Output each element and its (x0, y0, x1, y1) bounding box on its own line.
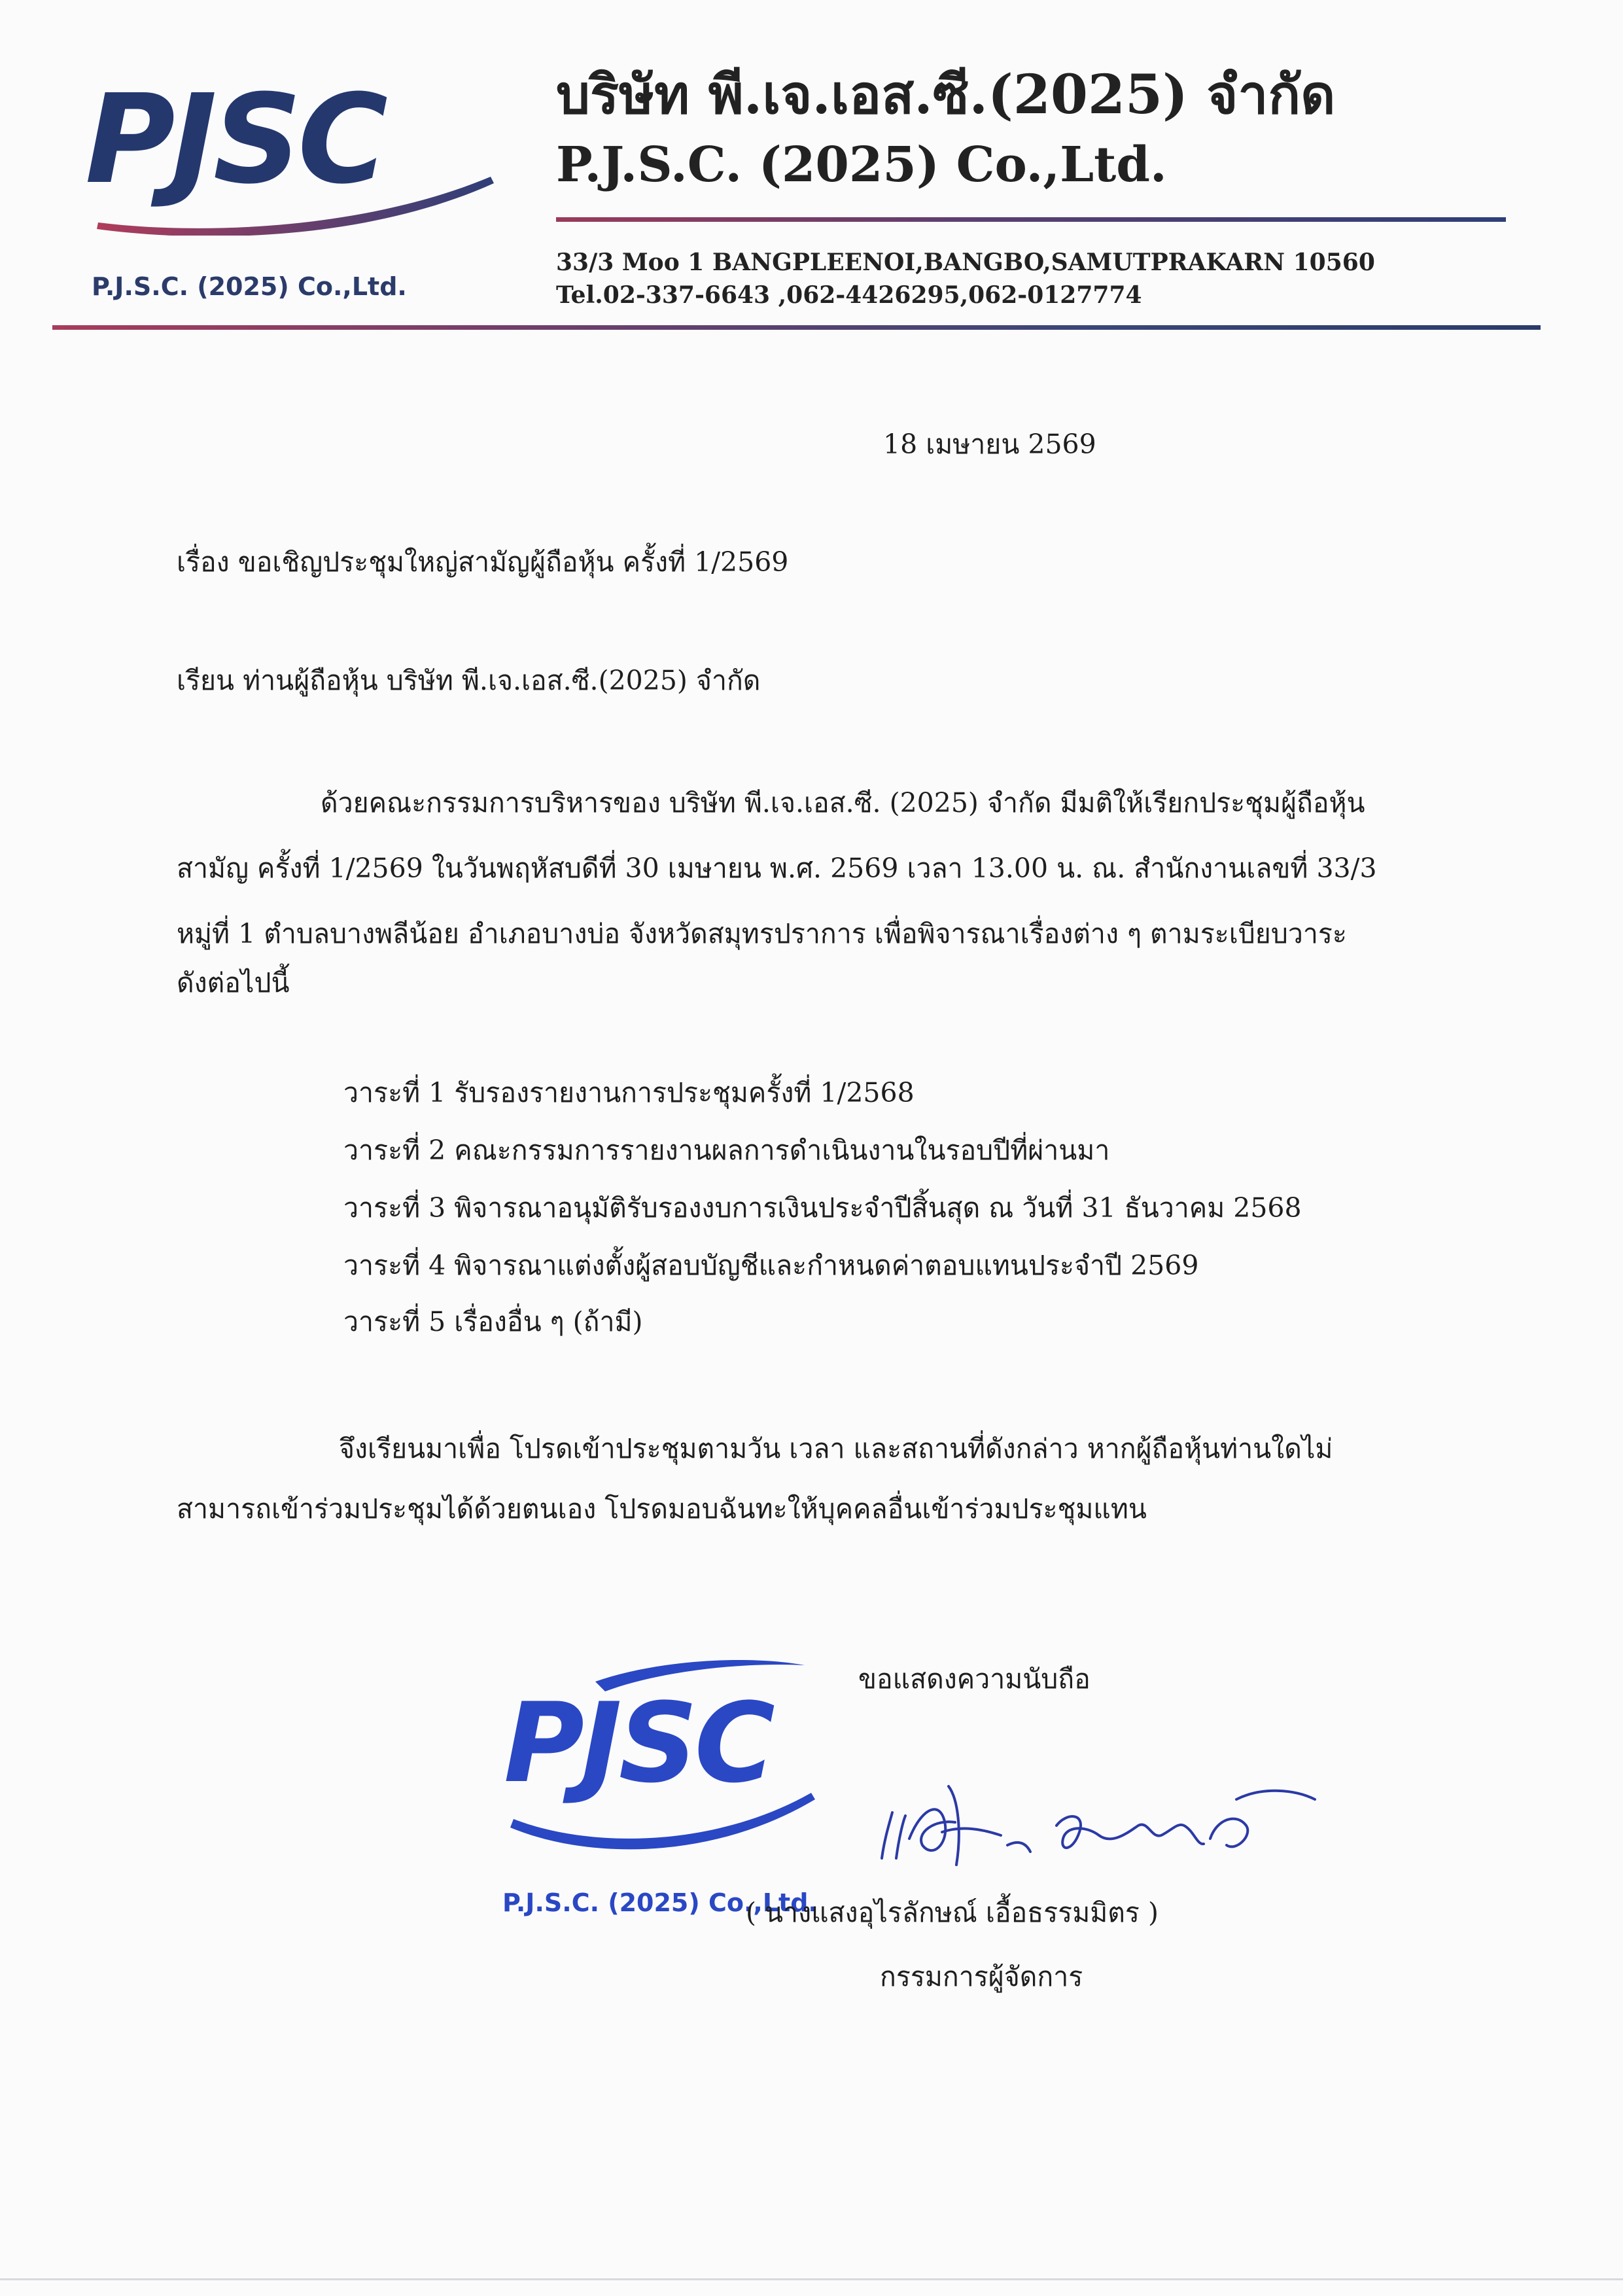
paragraph-line: หมู่ที่ 1 ตำบลบางพลีน้อย อำเภอบางบ่อ จังหวัดสมุทรปราการ เพื่อพิจารณาเรื่องต่าง ๆ ตามระเบียบวาระ (177, 918, 1347, 949)
signer-title: กรรมการผู้จัดการ (880, 1961, 1083, 1992)
stamp-wordmark: PJSC (504, 1679, 772, 1807)
letterhead-divider (52, 325, 1541, 330)
agenda-item: วาระที่ 1 รับรองรายงานการประชุมครั้งที่ 1/2568 (343, 1077, 915, 1108)
company-stamp (497, 1652, 837, 1927)
logo-wordmark: PJSC (85, 68, 385, 211)
agenda-item: วาระที่ 5 เรื่องอื่น ๆ (ถ้ามี) (343, 1306, 643, 1337)
paragraph-line: สามารถเข้าร่วมประชุมได้ด้วยตนเอง โปรดมอบฉันทะให้บุคคลอื่นเข้าร่วมประชุมแทน (177, 1493, 1147, 1525)
paragraph-line: จึงเรียนมาเพื่อ โปรดเข้าประชุมตามวัน เวลา และสถานที่ดังกล่าว หากผู้ถือหุ้นท่านใดไม่ (339, 1433, 1333, 1464)
company-address: 33/3 Moo 1 BANGPLEENOI,BANGBO,SAMUTPRAKARN 10560 (556, 249, 1375, 276)
closing-regards: ขอแสดงความนับถือ (858, 1663, 1091, 1695)
paragraph-line: สามัญ ครั้งที่ 1/2569 ในวันพฤหัสบดีที่ 30 เมษายน พ.ศ. 2569 เวลา 13.00 น. ณ. สำนักงานเลขที่ 33/3 (177, 853, 1377, 884)
company-name-english: P.J.S.C. (2025) Co.,Ltd. (556, 137, 1167, 193)
company-telephone: Tel.02-337-6643 ,062-4426295,062-0127774 (556, 281, 1142, 309)
paragraph-line: ด้วยคณะกรรมการบริหารของ บริษัท พี.เจ.เอส.ซี. (2025) จำกัด มีมติให้เรียกประชุมผู้ถือหุ้น (321, 787, 1365, 819)
letter-subject: เรื่อง ขอเชิญประชุมใหญ่สามัญผู้ถือหุ้น ครั้งที่ 1/2569 (177, 546, 789, 578)
handwritten-signature (870, 1760, 1328, 1884)
logo-subtitle: P.J.S.C. (2025) Co.,Ltd. (92, 272, 407, 301)
letter-date: 18 เมษายน 2569 (883, 429, 1096, 460)
paragraph-line: ดังต่อไปนี้ (177, 967, 290, 998)
company-name-thai: บริษัท พี.เจ.เอส.ซี.(2025) จำกัด (556, 63, 1336, 126)
agenda-item: วาระที่ 2 คณะกรรมการรายงานผลการดำเนินงานในรอบปีที่ผ่านมา (343, 1135, 1110, 1166)
agenda-item: วาระที่ 3 พิจารณาอนุมัติรับรองงบการเงินประจำปีสิ้นสุด ณ วันที่ 31 ธันวาคม 2568 (343, 1192, 1302, 1224)
agenda-item: วาระที่ 4 พิจารณาแต่งตั้งผู้สอบบัญชีและกำหนดค่าตอบแทนประจำปี 2569 (343, 1250, 1199, 1281)
company-logo (85, 65, 504, 236)
letter-recipient: เรียน ท่านผู้ถือหุ้น บริษัท พี.เจ.เอส.ซี.(2025) จำกัด (177, 665, 761, 696)
signer-name: ( นางแสงอุไรลักษณ์ เอื้อธรรมมิตร ) (746, 1897, 1159, 1928)
header-divider (556, 217, 1506, 222)
stamp-subtitle: P.J.S.C. (2025) Co.,Ltd. (502, 1888, 818, 1917)
page-edge-divider (0, 2278, 1623, 2280)
